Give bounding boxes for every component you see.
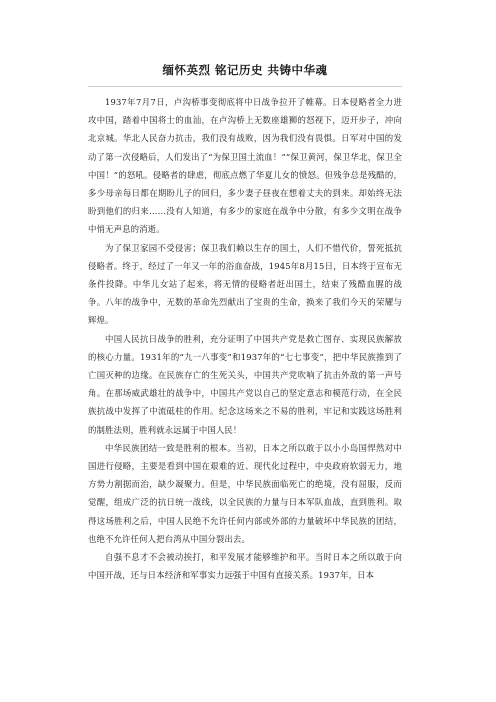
paragraph-4: 中华民族团结一致是胜利的根本。当初，日本之所以敢于以小小岛国悍然对中国进行侵略，主要是看到中国在艰难的近、现代化过程中，中央政府软弱无力，地方势力割据而治，缺少凝聚力。但是，中华民族面临死亡的绝境，没有屈服，反而觉醒，组成广泛的抗日统一战线，以全民族的力量与日本军队血战，直到胜利。取得这场胜利之后，中国人民绝不允许任何内部或外部的力量破坏中华民族的团结，也绝不允许任何人把台湾从中国分裂出去。	[88, 442, 402, 544]
paragraph-1: 1937年7月7日，卢沟桥事变彻底将中日战争拉开了帷幕。日本侵略者全力进攻中国，踏着中国将士的血汕，在卢沟桥上无数座雄狮的怒视下，迈开步子，冲向北京城。华北人民奋力抗击，我们没有战败，因为我们没有畏惧。日军对中国的发动了第一次侵略后，人们发出了“为保卫国土流血！”“保卫黄河，保卫华北，保卫全中国！”的怒吼。侵略者的肆虐，彻底点燃了华夏儿女的愤怒。但残争总是残酷的，多少母亲每日都在期盼儿子的回归，多少妻子昼夜在想着丈夫的到来。却始终无法盼到他们的归来……没有人知道，有多少的家庭在战争中分散，有多少文明在战争中悄无声息的消逝。	[88, 97, 402, 235]
title-divider	[88, 86, 402, 87]
paragraph-5: 自强不息才不会被动挨打，和平发展才能够维护和平。当时日本之所以敢于向中国开战，还与日本经济和军事实力远强于中国有直接关系。1937年，日本	[88, 552, 402, 581]
paragraph-3: 中国人民抗日战争的胜利，充分证明了中国共产党是救亡图存、实现民族解放的核心力量。1931年的“九一八事变”和1937年的“七七事变”，把中华民族推到了亡国灭种的边缘。在民族存亡的生死关头，中国共产党吹响了抗击外敌的第一声号角。在那场威武雄壮的战争中，中国共产党以自己的坚定意志和模范行动，在全民族抗战中发挥了中流砥柱的作用。纪念这场来之不易的胜利，牢记和实践这场胜利的制胜法则，胜利就永远属于中国人民！	[88, 333, 402, 435]
paragraph-2: 为了保卫家园不受侵害；保卫我们赖以生存的国土，人们不惜代价，誓死抵抗侵略者。终于，经过了一年又一年的浴血奋战，1945年8月15日，日本终于宣布无条件投降。中华儿女站了起来，将无情的侵略者赶出国土，结束了残酷血腥的战争。八年的战争中，无数的革命先烈献出了宝贵的生命，换来了我们今天的荣耀与辉煌。	[88, 242, 402, 326]
document-title: 缅怀英烈 铭记历史 共铸中华魂	[162, 63, 328, 77]
document-body	[88, 93, 402, 584]
